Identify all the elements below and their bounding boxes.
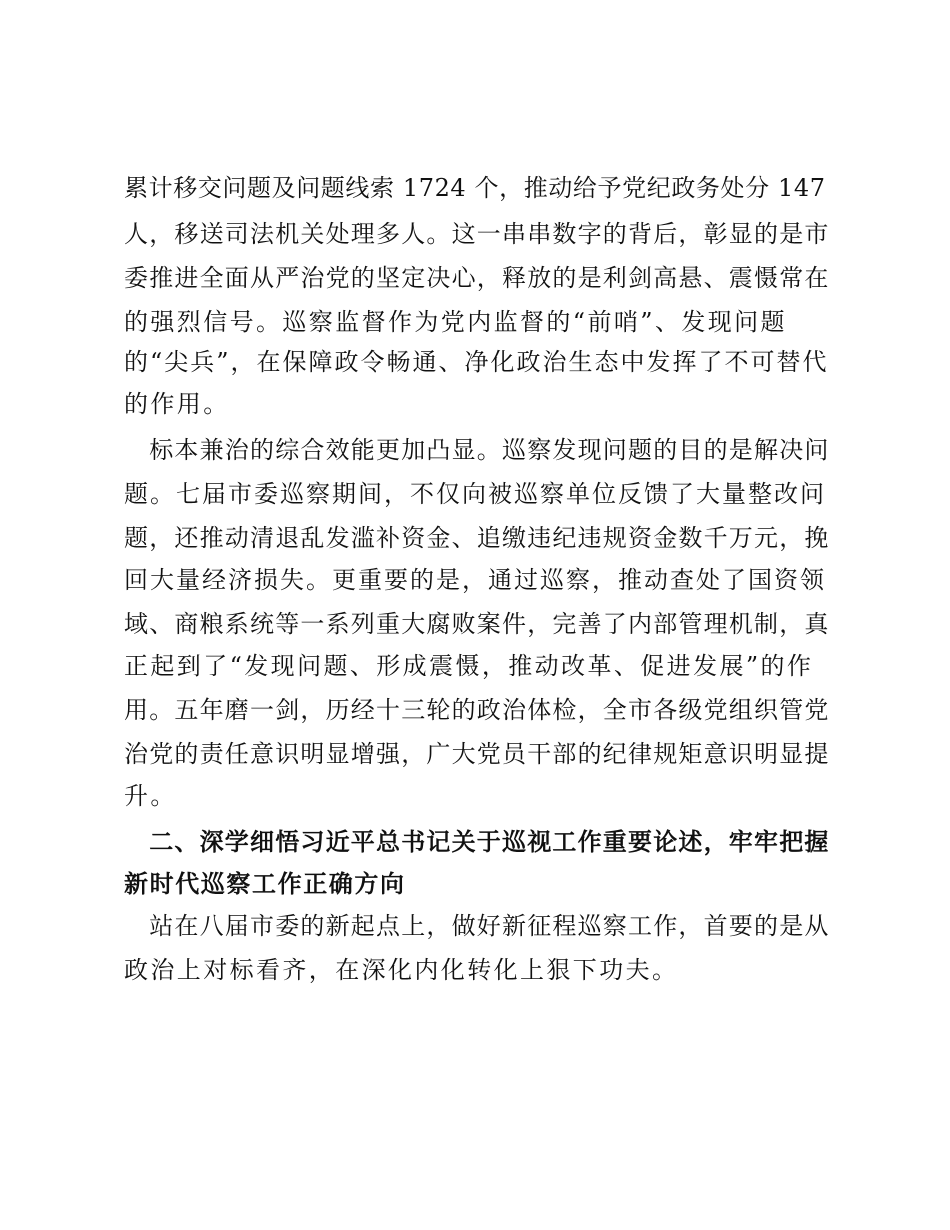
paragraph-2-line-2: 题。七届市委巡察期间，不仅向被巡察单位反馈了大量整改问: [124, 480, 826, 508]
paragraph-1-line-1: 累计移交问题及问题线索 1724 个，推动给予党纪政务处分 147: [124, 174, 826, 202]
paragraph-3-line-1: 站在八届市委的新起点上，做好新征程巡察工作，首要的是从: [124, 912, 830, 940]
paragraph-2-line-7: 用。五年磨一剑，历经十三轮的政治体检，全市各级党组织管党: [124, 696, 830, 724]
paragraph-1-line-2: 人，移送司法机关处理多人。这一串串数字的背后，彰显的是市: [124, 220, 830, 248]
paragraph-2-line-6: 正起到了“发现问题、形成震慑，推动改革、促进发展”的作: [124, 652, 814, 680]
paragraph-1-line-3: 委推进全面从严治党的坚定决心，释放的是利剑高悬、震慑常在: [124, 264, 830, 292]
paragraph-2-line-5: 域、商粮系统等一系列重大腐败案件，完善了内部管理机制，真: [124, 610, 830, 638]
paragraph-2-line-8: 治党的责任意识明显增强，广大党员干部的纪律规矩意识明显提: [124, 740, 830, 768]
paragraph-1-line-6: 的作用。: [124, 390, 230, 418]
section-heading-line-2: 新时代巡察工作正确方向: [124, 870, 406, 898]
paragraph-1-line-4: 的强烈信号。巡察监督作为党内监督的“前哨”、发现问题: [124, 308, 787, 336]
paragraph-1-line-5: 的“尖兵”，在保障政令畅通、净化政治生态中发挥了不可替代: [124, 348, 829, 376]
paragraph-2-line-4: 回大量经济损失。更重要的是，通过巡察，推动查处了国资领: [124, 566, 826, 594]
section-heading-line-1: 二、深学细悟习近平总书记关于巡视工作重要论述，牢牢把握: [124, 828, 830, 856]
paragraph-2-line-3: 题，还推动清退乱发滥补资金、追缴违纪违规资金数千万元，挽: [124, 524, 830, 552]
paragraph-2-line-1: 标本兼治的综合效能更加凸显。巡察发现问题的目的是解决问: [124, 436, 830, 464]
paragraph-2-line-9: 升。: [124, 782, 177, 810]
paragraph-3-line-2: 政治上对标看齐，在深化内化转化上狠下功夫。: [124, 956, 679, 984]
